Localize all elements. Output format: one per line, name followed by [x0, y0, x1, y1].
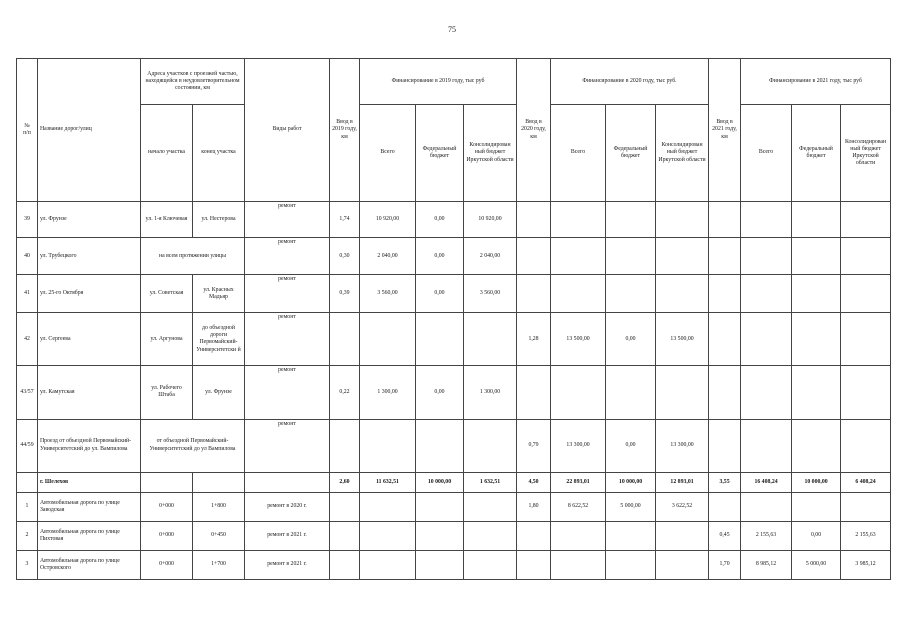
cell-start: от объездной Первомайский-Университетский до ул Вампилова	[141, 419, 245, 472]
cell-work: ремонт	[245, 238, 330, 275]
subtotal-total-2020: 22 893,01	[551, 472, 606, 492]
cell-regional-2020: 13 500,00	[656, 313, 709, 366]
cell-regional-2020	[656, 275, 709, 313]
cell-regional-2019	[464, 313, 517, 366]
subtotal-row	[17, 472, 891, 492]
cell-total-2020	[551, 238, 606, 275]
cell-km-2020: 1,80	[517, 492, 551, 521]
cell-federal-2021	[792, 492, 841, 521]
cell-km-2020: 1,28	[517, 313, 551, 366]
header-federal-2019: Федеральный бюджет	[416, 105, 464, 202]
header-input-2019: Ввод в 2019 году, км	[330, 59, 360, 202]
cell-regional-2021	[841, 202, 891, 238]
cell-total-2019	[360, 492, 416, 521]
header-fin-2019: Финансирование в 2019 году, тыс руб	[360, 59, 517, 105]
page-number: 75	[448, 25, 456, 34]
cell-km-2021	[709, 238, 741, 275]
cell-km-2019: 0,39	[330, 275, 360, 313]
cell-km-2019	[330, 550, 360, 579]
cell-total-2021: 2 155,63	[741, 521, 792, 550]
header-row-1	[17, 59, 891, 105]
cell-total-2019: 10 920,00	[360, 202, 416, 238]
cell-total-2019	[360, 550, 416, 579]
cell-federal-2020	[606, 550, 656, 579]
roads-table	[16, 58, 891, 580]
cell-start: 0+000	[141, 521, 193, 550]
cell-km-2020	[517, 550, 551, 579]
header-regional-2021: Консолидирован ный бюджет Иркутской области	[841, 105, 891, 202]
cell-name: ул. 25-го Октября	[38, 275, 141, 313]
cell-federal-2021	[792, 366, 841, 419]
cell-total-2019: 2 040,00	[360, 238, 416, 275]
cell-km-2021	[709, 275, 741, 313]
cell-total-2021	[741, 366, 792, 419]
cell-regional-2020: 3 622,52	[656, 492, 709, 521]
header-total-2019: Всего	[360, 105, 416, 202]
cell-regional-2020	[656, 550, 709, 579]
cell-name: ул. Сергеева	[38, 313, 141, 366]
header-start: начало участка	[141, 105, 193, 202]
header-num: № п/п	[17, 59, 38, 202]
cell-num: 39	[17, 202, 38, 238]
cell-end: 0+450	[193, 521, 245, 550]
cell-regional-2019	[464, 492, 517, 521]
cell-km-2020	[517, 202, 551, 238]
header-regional-2019: Консолидирован ный бюджет Иркутской области	[464, 105, 517, 202]
header-input-2020: Ввод в 2020 году, км	[517, 59, 551, 202]
table-row	[17, 492, 891, 521]
cell-regional-2021	[841, 419, 891, 472]
cell-regional-2019	[464, 521, 517, 550]
cell-regional-2019: 10 920,00	[464, 202, 517, 238]
cell-num: 40	[17, 238, 38, 275]
table-row	[17, 550, 891, 579]
cell-total-2020	[551, 550, 606, 579]
cell-num: 1	[17, 492, 38, 521]
header-regional-2020: Консолидирован ный бюджет Иркутской области	[656, 105, 709, 202]
table-row	[17, 275, 891, 313]
header-name: Название дорог/улиц	[38, 59, 141, 202]
cell-federal-2019	[416, 419, 464, 472]
cell-empty	[193, 472, 245, 492]
subtotal-name: г. Шелехов	[38, 472, 141, 492]
header-address: Адреса участков с проезжей частью, находящейся в неудовлетворительном состоянии, км	[141, 59, 245, 105]
cell-regional-2019: 2 040,00	[464, 238, 517, 275]
cell-end: 1+700	[193, 550, 245, 579]
cell-work: ремонт	[245, 419, 330, 472]
cell-federal-2020	[606, 366, 656, 419]
cell-num: 44/59	[17, 419, 38, 472]
cell-federal-2021: 0,00	[792, 521, 841, 550]
cell-federal-2019: 0,00	[416, 238, 464, 275]
cell-empty	[245, 472, 330, 492]
cell-end: 1+800	[193, 492, 245, 521]
cell-federal-2019	[416, 313, 464, 366]
cell-federal-2019: 0,00	[416, 275, 464, 313]
cell-regional-2019: 3 560,00	[464, 275, 517, 313]
cell-regional-2020	[656, 202, 709, 238]
table-row	[17, 366, 891, 419]
cell-start: на всем протяжении улицы	[141, 238, 245, 275]
cell-km-2021	[709, 313, 741, 366]
cell-end: ул. Фрунзе	[193, 366, 245, 419]
subtotal-km-2021: 3,55	[709, 472, 741, 492]
header-federal-2021: Федеральный бюджет	[792, 105, 841, 202]
cell-total-2021	[741, 202, 792, 238]
cell-regional-2021	[841, 492, 891, 521]
subtotal-federal-2021: 10 000,00	[792, 472, 841, 492]
cell-km-2019: 1,74	[330, 202, 360, 238]
cell-total-2020	[551, 366, 606, 419]
header-federal-2020: Федеральный бюджет	[606, 105, 656, 202]
cell-start: ул. 1-я Ключевая	[141, 202, 193, 238]
cell-km-2019	[330, 313, 360, 366]
cell-regional-2021	[841, 238, 891, 275]
cell-total-2019: 3 560,00	[360, 275, 416, 313]
cell-total-2020: 13 300,00	[551, 419, 606, 472]
cell-name: Автомобильная дорога по улице Островского	[38, 550, 141, 579]
cell-num: 42	[17, 313, 38, 366]
table-row	[17, 238, 891, 275]
cell-regional-2021: 2 155,63	[841, 521, 891, 550]
cell-num: 43/57	[17, 366, 38, 419]
cell-work: ремонт	[245, 313, 330, 366]
subtotal-federal-2019: 10 000,00	[416, 472, 464, 492]
subtotal-total-2019: 11 632,51	[360, 472, 416, 492]
cell-name: ул. Трубецкого	[38, 238, 141, 275]
cell-regional-2020	[656, 521, 709, 550]
cell-federal-2021	[792, 419, 841, 472]
cell-work: ремонт	[245, 275, 330, 313]
cell-regional-2021	[841, 275, 891, 313]
cell-total-2021	[741, 313, 792, 366]
cell-km-2019	[330, 419, 360, 472]
cell-federal-2020	[606, 275, 656, 313]
cell-total-2021	[741, 238, 792, 275]
subtotal-total-2021: 16 408,24	[741, 472, 792, 492]
cell-km-2019: 0,22	[330, 366, 360, 419]
subtotal-km-2019: 2,60	[330, 472, 360, 492]
cell-work: ремонт в 2021 г.	[245, 550, 330, 579]
cell-federal-2020: 5 000,00	[606, 492, 656, 521]
cell-km-2021	[709, 492, 741, 521]
cell-regional-2020	[656, 366, 709, 419]
cell-name: Автомобильная дорога по улице Заводская	[38, 492, 141, 521]
cell-end: ул. Нестерова	[193, 202, 245, 238]
cell-regional-2019: 1 300,00	[464, 366, 517, 419]
header-total-2020: Всего	[551, 105, 606, 202]
cell-name: ул. Фрунзе	[38, 202, 141, 238]
cell-total-2020	[551, 202, 606, 238]
cell-federal-2020	[606, 202, 656, 238]
cell-end: ул. Красных Мадьяр	[193, 275, 245, 313]
table-row	[17, 202, 891, 238]
cell-name: ул. Камутская	[38, 366, 141, 419]
cell-name: Автомобильная дорога по улице Пихтовая	[38, 521, 141, 550]
table-row	[17, 313, 891, 366]
cell-federal-2020	[606, 521, 656, 550]
cell-km-2021: 0,45	[709, 521, 741, 550]
cell-empty	[17, 472, 38, 492]
cell-total-2019: 1 300,00	[360, 366, 416, 419]
cell-federal-2020: 0,00	[606, 313, 656, 366]
cell-federal-2021	[792, 202, 841, 238]
cell-total-2020: 8 622,52	[551, 492, 606, 521]
header-fin-2020: Финансирование в 2020 году, тыс руб.	[551, 59, 709, 105]
header-input-2021: Ввод в 2021 году, км	[709, 59, 741, 202]
cell-regional-2019	[464, 550, 517, 579]
cell-km-2019: 0,30	[330, 238, 360, 275]
cell-km-2020	[517, 238, 551, 275]
cell-total-2020	[551, 275, 606, 313]
cell-empty	[141, 472, 193, 492]
cell-num: 3	[17, 550, 38, 579]
cell-regional-2021	[841, 313, 891, 366]
subtotal-federal-2020: 10 000,00	[606, 472, 656, 492]
cell-total-2021	[741, 492, 792, 521]
cell-work: ремонт	[245, 366, 330, 419]
cell-work: ремонт в 2020 г.	[245, 492, 330, 521]
subtotal-regional-2021: 6 408,24	[841, 472, 891, 492]
header-row-2	[17, 105, 891, 202]
cell-km-2021	[709, 202, 741, 238]
cell-num: 41	[17, 275, 38, 313]
subtotal-regional-2019: 1 632,51	[464, 472, 517, 492]
subtotal-regional-2020: 12 893,01	[656, 472, 709, 492]
header-fin-2021: Финансирование в 2021 году, тыс руб	[741, 59, 891, 105]
cell-total-2019	[360, 419, 416, 472]
header-total-2021: Всего	[741, 105, 792, 202]
cell-total-2021	[741, 275, 792, 313]
cell-total-2021: 8 985,12	[741, 550, 792, 579]
cell-total-2020: 13 500,00	[551, 313, 606, 366]
cell-work: ремонт	[245, 202, 330, 238]
cell-federal-2021	[792, 238, 841, 275]
cell-federal-2021: 5 000,00	[792, 550, 841, 579]
header-work-type: Виды работ	[245, 59, 330, 202]
cell-federal-2020: 0,00	[606, 419, 656, 472]
cell-name: Проезд от объездной Первомайский-Университетский до ул. Вампилова	[38, 419, 141, 472]
cell-total-2019	[360, 313, 416, 366]
cell-km-2020	[517, 275, 551, 313]
cell-federal-2019: 0,00	[416, 202, 464, 238]
cell-federal-2021	[792, 313, 841, 366]
cell-km-2020	[517, 521, 551, 550]
cell-end: до объездной дороги Первомайский-Университетски й	[193, 313, 245, 366]
cell-start: 0+000	[141, 550, 193, 579]
cell-km-2021	[709, 419, 741, 472]
cell-num: 2	[17, 521, 38, 550]
cell-start: ул. Аргунова	[141, 313, 193, 366]
cell-regional-2020: 13 300,00	[656, 419, 709, 472]
cell-km-2021	[709, 366, 741, 419]
cell-federal-2019	[416, 521, 464, 550]
cell-km-2020	[517, 366, 551, 419]
cell-start: 0+000	[141, 492, 193, 521]
cell-work: ремонт в 2021 г.	[245, 521, 330, 550]
cell-federal-2021	[792, 275, 841, 313]
table-row	[17, 419, 891, 472]
cell-total-2021	[741, 419, 792, 472]
cell-km-2020: 0,79	[517, 419, 551, 472]
cell-federal-2019	[416, 550, 464, 579]
subtotal-km-2020: 4,50	[517, 472, 551, 492]
cell-regional-2020	[656, 238, 709, 275]
cell-federal-2020	[606, 238, 656, 275]
table-row	[17, 521, 891, 550]
cell-regional-2019	[464, 419, 517, 472]
cell-total-2020	[551, 521, 606, 550]
header-end: конец участка	[193, 105, 245, 202]
cell-regional-2021: 3 985,12	[841, 550, 891, 579]
cell-federal-2019	[416, 492, 464, 521]
cell-start: ул. Рабочего Штаба	[141, 366, 193, 419]
cell-total-2019	[360, 521, 416, 550]
cell-federal-2019: 0,00	[416, 366, 464, 419]
cell-km-2019	[330, 521, 360, 550]
cell-start: ул. Советская	[141, 275, 193, 313]
cell-km-2021: 1,70	[709, 550, 741, 579]
cell-regional-2021	[841, 366, 891, 419]
cell-km-2019	[330, 492, 360, 521]
